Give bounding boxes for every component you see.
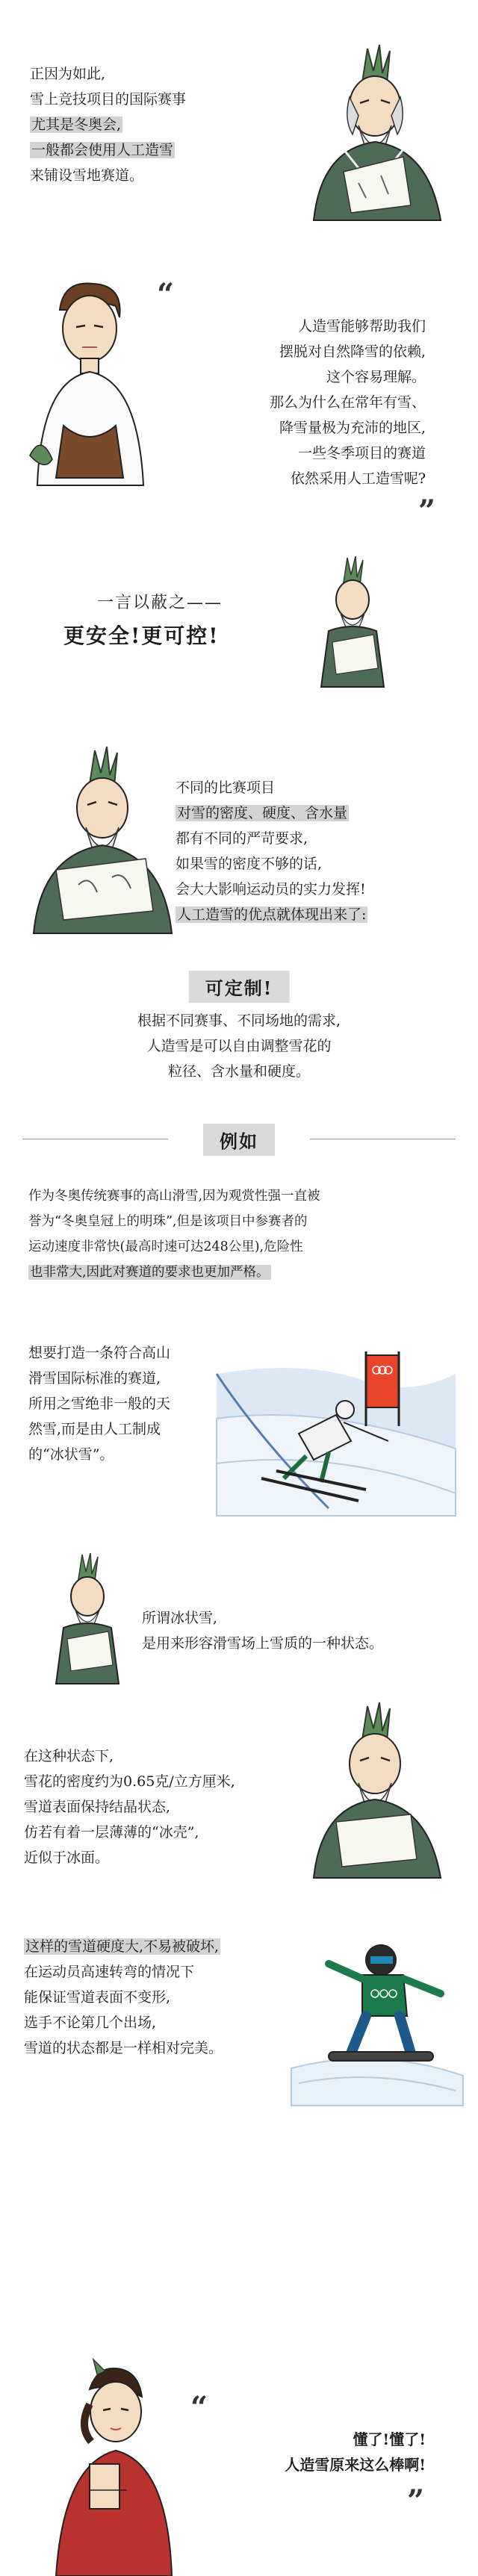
quote-close-icon: ” (418, 494, 436, 529)
s7-line-3: 所用之雪绝非一般的天 (28, 1396, 171, 1412)
section-5-text (45, 1008, 433, 1084)
s9-line-3: 雪道表面保持结晶状态, (24, 1799, 171, 1815)
section-10-text (24, 1934, 308, 2061)
section-8-text (142, 1605, 456, 1656)
section-4-text (176, 775, 467, 927)
s7-line-2: 滑雪国际标准的赛道, (28, 1370, 161, 1387)
s10-line-4: 选手不论第几个出场, (24, 2015, 157, 2031)
s6-line-2: 誉为“冬奥皇冠上的明珠”,但是该项目中参赛者的 (28, 1214, 308, 1229)
s4-line-2: 对雪的密度、硬度、含水量 (177, 805, 348, 821)
s1-line-2: 雪上竞技项目的国际赛事 (30, 91, 187, 108)
elder-sage-small-illustration (306, 556, 396, 687)
s2-line-5: 降雪量极为充沛的地区, (279, 420, 426, 436)
section-3-intro: 一言以蔽之—— (97, 594, 223, 612)
section-9-text (24, 1743, 293, 1870)
s11-line-1: 懂了!懂了! (353, 2430, 426, 2448)
s2-line-4: 那么为什么在常年有雪、 (269, 394, 426, 411)
section-11-text (202, 2427, 426, 2477)
quote-open-icon-2: “ (190, 2390, 208, 2425)
s5-line-2: 人造雪是可以自由调整雪花的 (146, 1038, 332, 1054)
s4-line-6: 人工造雪的优点就体现出来了: (177, 906, 367, 923)
s2-line-2: 摆脱对自然降雪的依赖, (279, 343, 426, 360)
quote-close-icon-2: ” (407, 2483, 425, 2519)
s7-line-4: 然雪,而是由人工制成 (28, 1421, 161, 1437)
s2-line-3: 这个容易理解。 (326, 369, 426, 385)
elder-sage-illustration (299, 45, 448, 220)
s8-line-1: 所谓冰状雪, (142, 1610, 218, 1626)
s10-line-5: 雪道的状态都是一样相对完美。 (24, 2040, 223, 2056)
s7-line-5: 的“冰状雪”。 (28, 1446, 114, 1463)
young-man-illustration (22, 276, 157, 485)
s5-line-3: 粒径、含水量和硬度。 (167, 1063, 310, 1080)
s1-line-3: 尤其是冬奥会, (31, 116, 122, 133)
s10-line-3: 能保证雪道表面不变形, (24, 1989, 171, 2006)
section-1-text (30, 61, 284, 188)
s6-line-1: 作为冬奥传统赛事的高山滑雪,因为观赏性强一直被 (28, 1189, 320, 1204)
s1-line-4: 一般都会使用人工造雪 (31, 142, 174, 158)
elder-sage-small-2-illustration (41, 1553, 131, 1684)
s7-line-1: 想要打造一条符合高山 (28, 1345, 171, 1361)
s4-line-1: 不同的比赛项目 (176, 780, 276, 796)
s4-line-5: 会大大影响运动员的实力发挥! (176, 881, 366, 897)
snowboarder-illustration (291, 1934, 463, 2106)
s1-line-5: 来铺设雪地赛道。 (30, 167, 144, 184)
s8-line-2: 是用来形容滑雪场上雪质的一种状态。 (142, 1635, 384, 1652)
s11-line-2: 人造雪原来这么棒啊! (285, 2456, 426, 2474)
s2-line-7: 依然采用人工造雪呢? (290, 470, 426, 487)
s9-line-2: 雪花的密度约为0.65克/立方厘米, (24, 1773, 235, 1790)
s4-line-4: 如果雪的密度不够的话, (176, 856, 323, 872)
s6-line-4: 也非常大,因此对赛道的要求也更加严格。 (30, 1265, 270, 1280)
s2-line-6: 一些冬季项目的赛道 (297, 445, 426, 461)
elder-sage-fan-illustration (26, 747, 176, 933)
s10-line-2: 在运动员高速转弯的情况下 (24, 1964, 195, 1980)
section-3-headline: 更安全!更可控! (63, 623, 220, 648)
section-7-text (28, 1340, 208, 1467)
section-6-text (28, 1183, 454, 1285)
example-badge: 例如 (203, 1124, 275, 1156)
s10-line-1: 这样的雪道硬度大,不易被破坏, (25, 1938, 220, 1955)
s5-line-1: 根据不同赛事、不同场地的需求, (137, 1012, 341, 1029)
s6-line-3: 运动速度非常快(最高时速可达248公里),危险性 (28, 1239, 303, 1254)
s2-line-1: 人造雪能够帮助我们 (297, 318, 426, 335)
alpine-skier-illustration (217, 1329, 456, 1516)
quote-open-icon: “ (157, 277, 175, 312)
s9-line-4: 仿若有着一层薄薄的“冰壳”, (24, 1824, 199, 1841)
s9-line-1: 在这种状态下, (24, 1748, 114, 1764)
s1-line-1: 正因为如此, (30, 66, 106, 82)
young-woman-illustration (45, 2359, 179, 2576)
customizable-badge: 可定制! (189, 971, 290, 1003)
elder-sage-fan-2-illustration (299, 1702, 448, 1878)
section-2-text (172, 314, 426, 491)
s4-line-3: 都有不同的严苛要求, (176, 830, 308, 847)
s9-line-5: 近似于冰面。 (24, 1849, 110, 1866)
